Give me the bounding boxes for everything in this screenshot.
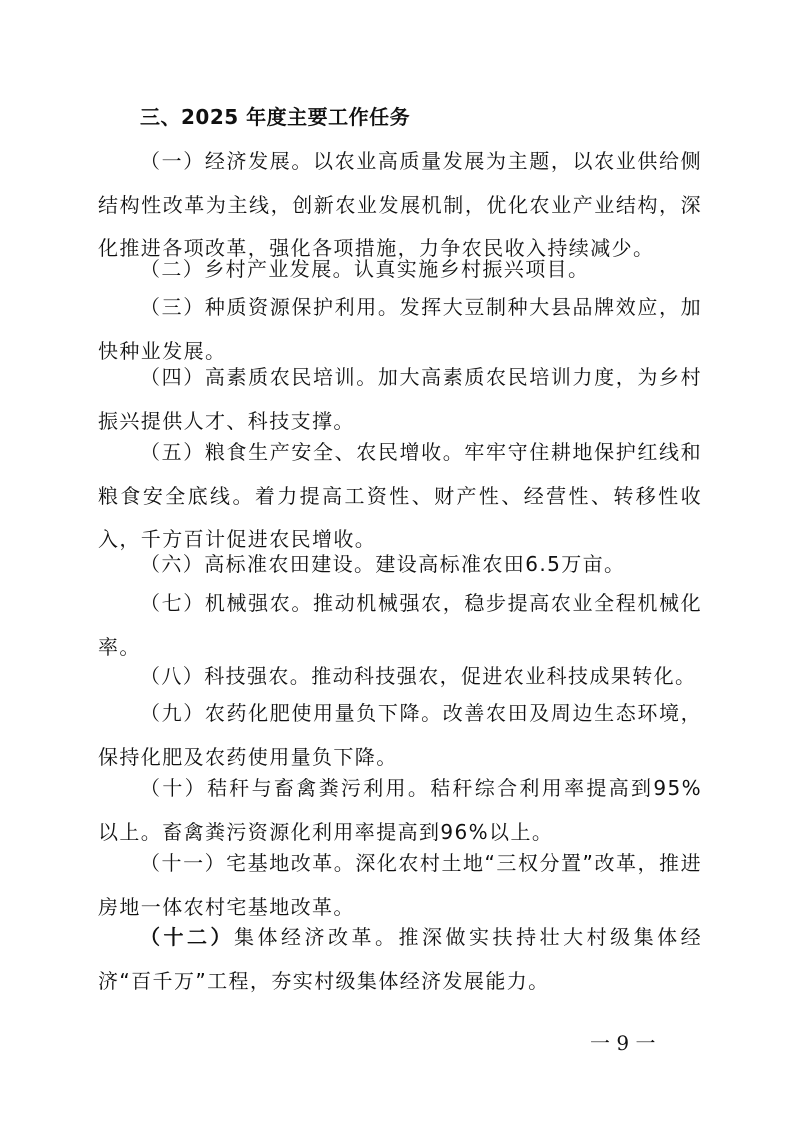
paragraph-lead: （十二） xyxy=(140,925,235,949)
paragraph-lead: （八） xyxy=(140,664,205,688)
paragraph-lead: （四） xyxy=(140,365,205,389)
paragraph-lead: （十） xyxy=(140,776,207,800)
paragraph-text: 宅基地改革。深化农村土地“三权分置”改革，推进房地一体农村宅基地改革。 xyxy=(98,851,702,919)
paragraph-lead: （七） xyxy=(140,591,205,615)
page-number: 一 9 一 xyxy=(590,1031,656,1055)
paragraph-text: 经济发展。以农业高质量发展为主题，以农业供给侧结构性改革为主线，创新农业发展机制，优化农业产业结构，深化推进各项改革，强化各项措施，力争农民收入持续减少。 xyxy=(98,149,702,260)
paragraph-lead: （三） xyxy=(140,295,205,319)
paragraph-lead: （十一） xyxy=(140,851,227,875)
paragraph-5 xyxy=(98,431,702,562)
section-heading: 三、2025 年度主要工作任务 xyxy=(140,105,411,129)
paragraph-text: 农药化肥使用量负下降。改善农田及周边生态环境，保持化肥及农药使用量负下降。 xyxy=(98,701,702,769)
paragraph-2 xyxy=(98,248,702,292)
paragraph-lead: （二） xyxy=(140,257,205,281)
paragraph-text: 粮食生产安全、农民增收。牢牢守住耕地保护红线和粮食安全底线。着力提高工资性、财产性、经营性、转移性收入，千方百计促进农民增收。 xyxy=(98,440,702,551)
paragraph-12 xyxy=(98,916,702,1003)
paragraph-10 xyxy=(98,767,702,854)
paragraph-9 xyxy=(98,692,702,779)
paragraph-lead: （九） xyxy=(140,701,205,725)
paragraph-lead: （五） xyxy=(140,440,205,464)
paragraph-text: 机械强农。推动机械强农，稳步提高农业全程机械化率。 xyxy=(98,591,702,659)
paragraph-text: 秸秆与畜禽粪污利用。秸秆综合利用率提高到95%以上。畜禽粪污资源化利用率提高到96%以上。 xyxy=(98,776,703,844)
paragraph-lead: （一） xyxy=(140,149,205,173)
paragraph-lead: （六） xyxy=(140,552,205,576)
paragraph-text: 科技强农。推动科技强农，促进农业科技成果转化。 xyxy=(204,664,697,688)
paragraph-text: 高标准农田建设。建设高标准农田6.5万亩。 xyxy=(204,552,626,576)
paragraph-4 xyxy=(98,356,702,443)
paragraph-text: 乡村产业发展。认真实施乡村振兴项目。 xyxy=(204,257,590,281)
paragraph-text: 高素质农民培训。加大高素质农民培训力度，为乡村振兴提供人才、科技支撑。 xyxy=(98,365,702,433)
paragraph-text: 集体经济改革。推深做实扶持壮大村级集体经济“百千万”工程，夯实村级集体经济发展能力。 xyxy=(98,925,702,993)
paragraph-text: 种质资源保护利用。发挥大豆制种大县品牌效应，加快种业发展。 xyxy=(98,295,702,363)
paragraph-6 xyxy=(98,543,702,587)
